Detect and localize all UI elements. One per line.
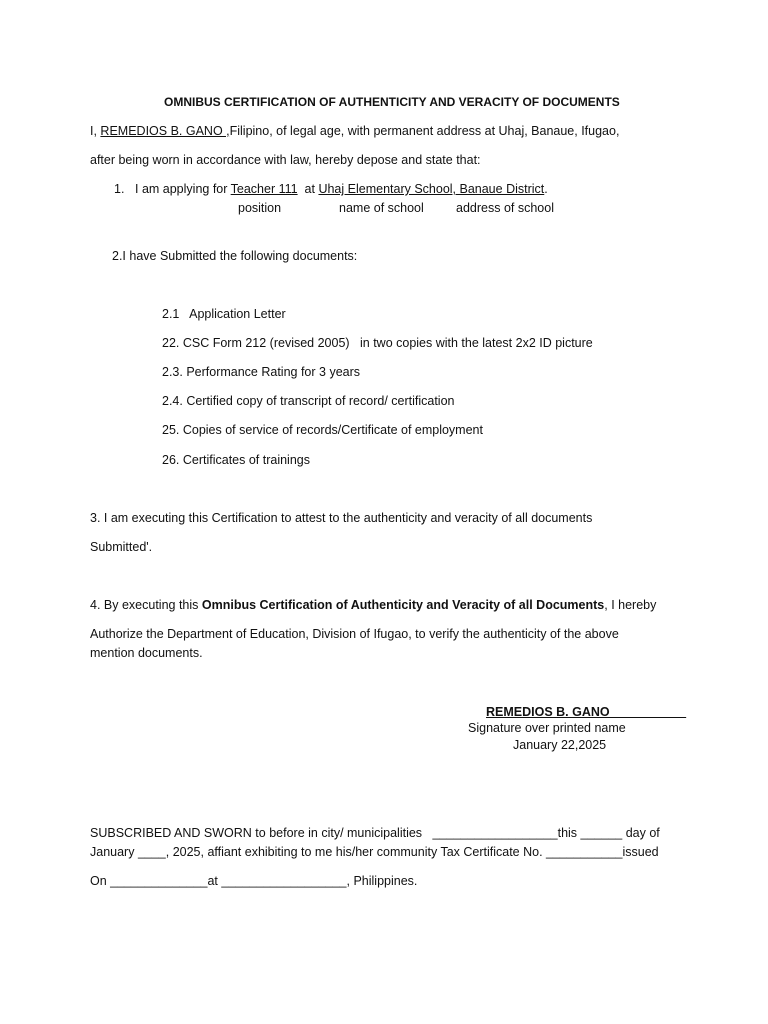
item-4-line-1	[90, 597, 656, 613]
document-item: 2.3. Performance Rating for 3 years	[162, 365, 361, 379]
signature-caption: Signature over printed name	[468, 721, 626, 735]
item-4-line-2: Authorize the Department of Education, Division of Ifugao, to verify the authenticity of the above	[90, 627, 619, 641]
item-4-bold: Omnibus Certification of Authenticity and Veracity of all Documents	[201, 598, 605, 612]
affiant-name: REMEDIOS B. GANO ,	[100, 124, 230, 138]
item-1-period: .	[544, 182, 548, 196]
item-4-suffix: , I hereby	[604, 598, 657, 612]
intro-rest: Filipino, of legal age, with permanent address at Uhaj, Banaue, Ifugao,	[229, 124, 620, 138]
item-2-heading: 2.I have Submitted the following documents:	[112, 249, 358, 263]
item-1-text: I am applying for	[135, 182, 231, 196]
caption-school-name: name of school	[339, 201, 424, 215]
jurat-line-3: On ______________at __________________, Philippines.	[90, 874, 418, 888]
applied-position: Teacher 111	[230, 182, 298, 196]
document-title: OMNIBUS CERTIFICATION OF AUTHENTICITY AND VERACITY OF DOCUMENTS	[164, 95, 620, 109]
document-item: 25. Copies of service of records/Certificate of employment	[162, 423, 483, 437]
item-4-line-3: mention documents.	[90, 646, 203, 660]
signature-name: REMEDIOS B. GANO___________	[486, 705, 687, 719]
item-1-line	[135, 181, 548, 197]
intro-line-2: after being worn in accordance with law, hereby depose and state that:	[90, 153, 481, 167]
intro-prefix: I,	[90, 124, 101, 138]
document-item: 2.4. Certified copy of transcript of record/ certification	[162, 394, 455, 408]
caption-school-address: address of school	[456, 201, 554, 215]
item-4-prefix: 4. By executing this	[90, 598, 202, 612]
jurat-line-1: SUBSCRIBED AND SWORN to before in city/ municipalities __________________this ______ day of	[90, 826, 660, 840]
item-3-line-2: Submitted'.	[90, 540, 153, 554]
intro-line-1	[90, 123, 619, 139]
signature-date: January 22,2025	[513, 738, 607, 752]
item-1-at: at	[297, 182, 319, 196]
school-name: Uhaj Elementary School, Banaue District	[318, 182, 545, 196]
document-item: 22. CSC Form 212 (revised 2005) in two copies with the latest 2x2 ID picture	[162, 336, 593, 350]
document-item: 2.1 Application Letter	[162, 307, 286, 321]
item-3-line-1: 3. I am executing this Certification to attest to the authenticity and veracity of all documents	[90, 511, 593, 525]
caption-position: position	[238, 201, 282, 215]
jurat-line-2: January ____, 2025, affiant exhibiting to me his/her community Tax Certificate No. ___________issued	[90, 845, 659, 859]
item-1-number: 1.	[114, 182, 125, 196]
document-item: 26. Certificates of trainings	[162, 453, 310, 467]
